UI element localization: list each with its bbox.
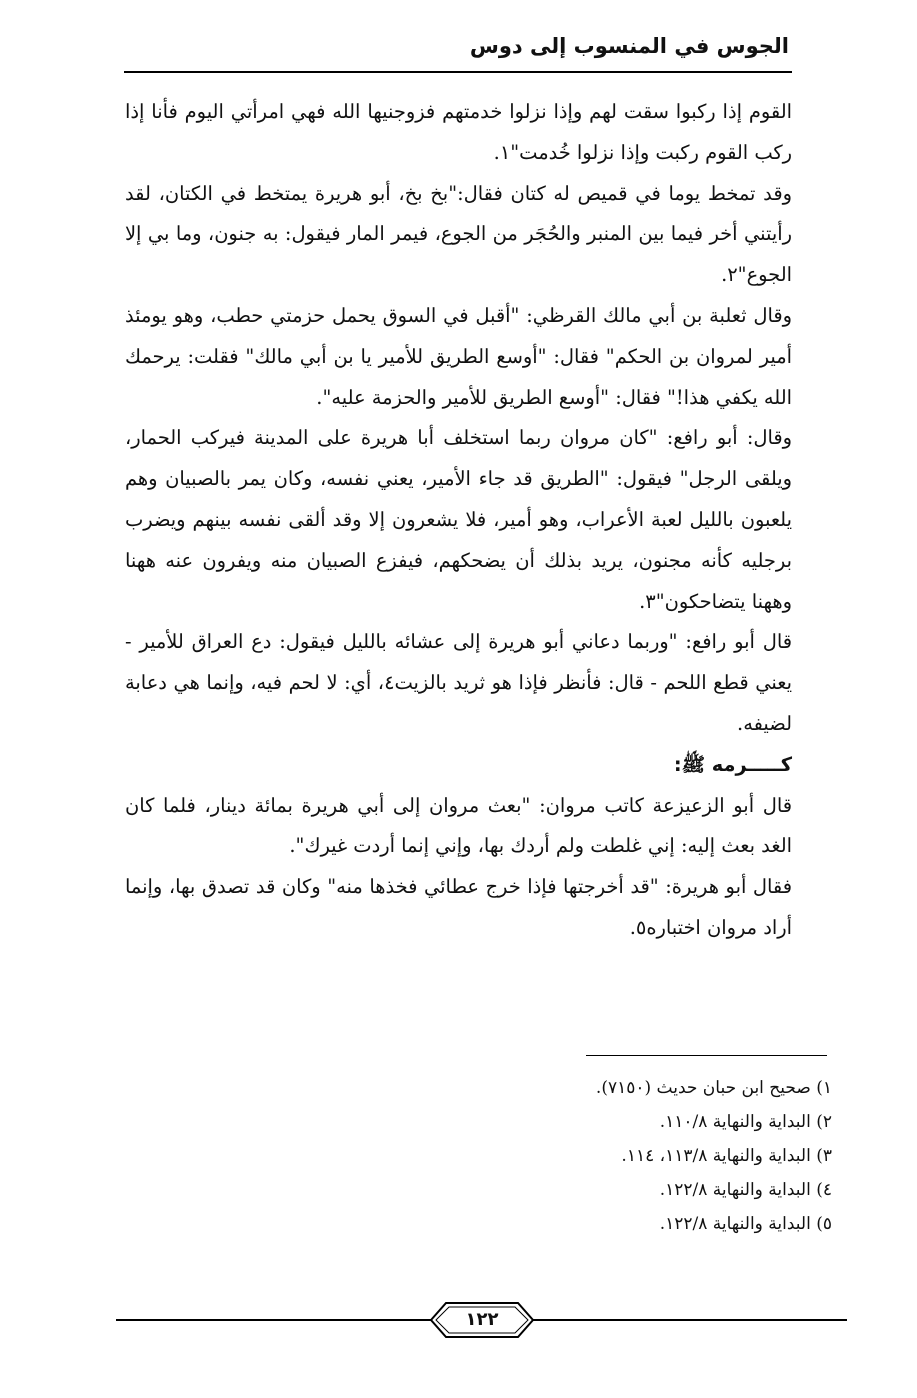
paragraph: وقال: أبو رافع: "كان مروان ربما استخلف أبا هريرة على المدينة فيركب الحمار، ويلقى الرجل" فيقول: "الطريق قد جاء الأمير، يعني نفسه، وكان يمر بالصبيان وهم يلعبون بالليل لعبة الأعراب، وهو أمير، فلا يشعرون إلا وقد ألقى نفسه بينهم ويضرب برجليه كأنه مجنون، يريد بذلك أن يضحكهم، فيفزع الصبيان منه ويفرون عنه ههنا وههنا يتضاحكون"٣. xyxy=(125,426,792,613)
footnote-item: ١) صحيح ابن حبان حديث (٧١٥٠). xyxy=(595,1078,832,1098)
paragraph: وقال ثعلبة بن أبي مالك القرظي: "أقبل في السوق يحمل حزمتي حطب، وهو يومئذ أمير لمروان بن الحكم" فقال: "أوسع الطريق للأمير يا بن أبي مالك" فقلت: يرحمك الله يكفي هذا!" فقال: "أوسع الطريق للأمير والحزمة عليه". xyxy=(125,303,792,409)
section-heading: كـــــرمه ﷺ: xyxy=(673,752,792,776)
footnote-item: ٢) البداية والنهاية ١١٠/٨. xyxy=(659,1112,832,1132)
paragraph: فقال أبو هريرة: "قد أخرجتها فإذا خرج عطائي فخذها منه" وكان قد تصدق بها، وإنما أراد مروان اختباره٥. xyxy=(125,875,792,939)
paragraph: القوم إذا ركبوا سقت لهم وإذا نزلوا خدمتهم فزوجنيها الله فهي امرأتي اليوم فأنا إذا ركب القوم ركبت وإذا نزلوا خُدمت"١. xyxy=(125,100,792,164)
footnotes xyxy=(400,1071,832,1241)
footnote-item: ٥) البداية والنهاية ١٢٢/٨. xyxy=(659,1214,832,1234)
footnote-item: ٣) البداية والنهاية ١١٣/٨، ١١٤. xyxy=(621,1146,832,1166)
paragraph: قال أبو رافع: "وربما دعاني أبو هريرة إلى عشائه بالليل فيقول: دع العراق للأمير - يعني قطع اللحم - قال: فأنظر فإذا هو ثريد بالزيت٤، أي: لا لحم فيه، وإنما هي دعابة لضيفه. xyxy=(125,630,792,735)
main-text xyxy=(125,92,792,949)
running-header-title: الجوس في المنسوب إلى دوس xyxy=(469,34,789,58)
paragraph: قال أبو الزعيزعة كاتب مروان: "بعث مروان إلى أبي هريرة بمائة دينار، فلما كان الغد بعث إليه: إني غلطت ولم أردك بها، وإني إنما أردت غيرك". xyxy=(125,793,792,858)
page-footer xyxy=(116,1302,847,1338)
page-number: ١٢٢ xyxy=(465,1309,499,1330)
footnote-separator xyxy=(586,1055,827,1056)
paragraph: وقد تمخط يوما في قميص له كتان فقال:"بخ بخ، أبو هريرة يمتخط في الكتان، لقد رأيتني أخر فيما بين المنبر والحُجَر من الجوع، فيمر المار فيقول: به جنون، وما بي إلا الجوع"٢. xyxy=(125,181,792,287)
footnote-item: ٤) البداية والنهاية ١٢٢/٨. xyxy=(659,1180,832,1200)
header-rule xyxy=(124,71,792,73)
